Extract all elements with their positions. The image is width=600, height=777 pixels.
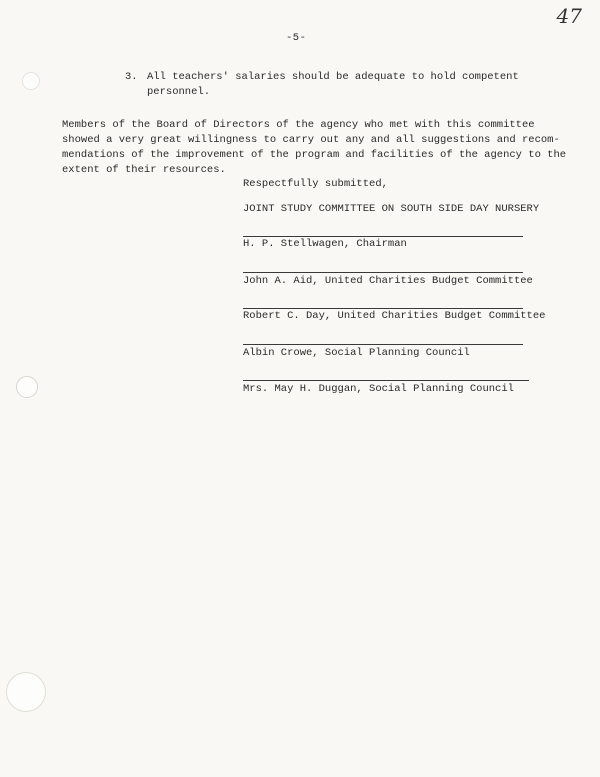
- signature-line: [243, 272, 523, 273]
- signoff: Respectfully submitted,: [243, 178, 388, 190]
- signatory-name: John A. Aid, United Charities Budget Committee: [243, 275, 533, 287]
- signatory-name: Robert C. Day, United Charities Budget Committee: [243, 310, 546, 322]
- signature-line: [243, 236, 523, 237]
- list-item-text-line-1: All teachers' salaries should be adequate to hold competent: [147, 71, 519, 83]
- list-item-3: [125, 70, 525, 100]
- paragraph-line: extent of their resources.: [62, 164, 226, 176]
- signatory-name: Albin Crowe, Social Planning Council: [243, 347, 470, 359]
- signatory-name: H. P. Stellwagen, Chairman: [243, 238, 407, 250]
- list-item-text-line-2: personnel.: [147, 86, 211, 98]
- signature-line: [243, 380, 529, 381]
- paragraph-line: Members of the Board of Directors of the agency who met with this committee: [62, 119, 535, 131]
- punch-hole-middle: [16, 376, 38, 398]
- paragraph-line: showed a very great willingness to carry out any and all suggestions and recom-: [62, 134, 560, 146]
- committee-name: JOINT STUDY COMMITTEE ON SOUTH SIDE DAY NURSERY: [243, 203, 540, 215]
- paragraph-line: mendations of the improvement of the program and facilities of the agency to the: [62, 149, 567, 161]
- signatory-name: Mrs. May H. Duggan, Social Planning Council: [243, 383, 514, 395]
- signature-line: [243, 344, 523, 345]
- signature-line: [243, 308, 523, 309]
- punch-hole-top: [22, 72, 40, 90]
- body-paragraph: [62, 118, 567, 178]
- list-item-number: 3.: [125, 71, 138, 83]
- page-number: -5-: [286, 32, 307, 44]
- punch-hole-bottom: [6, 672, 46, 712]
- handwritten-page-number: 47: [556, 4, 582, 28]
